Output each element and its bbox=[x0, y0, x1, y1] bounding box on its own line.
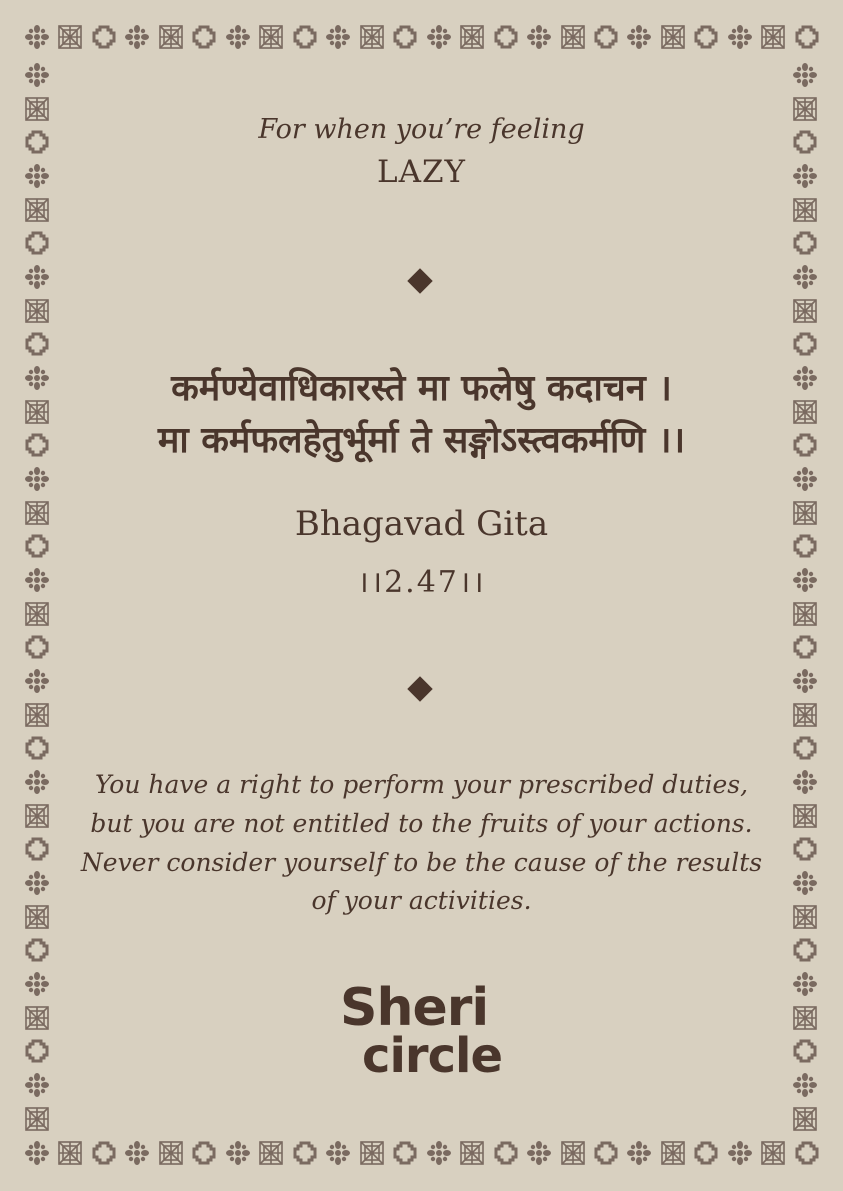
ring-ornament-icon bbox=[24, 634, 50, 660]
lattice-ornament-icon bbox=[792, 1106, 818, 1132]
ring-ornament-icon bbox=[792, 634, 818, 660]
ring-ornament-icon bbox=[792, 836, 818, 862]
translation-line: Never consider yourself to be the cause of the results bbox=[80, 848, 763, 877]
translation-line: You have a right to perform your prescribed duties, bbox=[94, 770, 749, 799]
flower-ornament-icon bbox=[24, 163, 50, 189]
flower-ornament-icon bbox=[792, 62, 818, 88]
ring-ornament-icon bbox=[792, 1038, 818, 1064]
ring-ornament-icon bbox=[24, 1038, 50, 1064]
flower-ornament-icon bbox=[24, 24, 50, 50]
lattice-ornament-icon bbox=[24, 96, 50, 122]
lattice-ornament-icon bbox=[24, 803, 50, 829]
ring-ornament-icon bbox=[24, 937, 50, 963]
lattice-ornament-icon bbox=[24, 1005, 50, 1031]
ring-ornament-icon bbox=[24, 735, 50, 761]
lattice-ornament-icon bbox=[24, 399, 50, 425]
lattice-ornament-icon bbox=[792, 96, 818, 122]
sanskrit-verse-line-2: मा कर्मफलहेतुर्भूर्मा ते सङ्गोऽस्त्वकर्मणि ।। bbox=[157, 420, 686, 461]
flower-ornament-icon bbox=[24, 769, 50, 795]
ring-ornament-icon bbox=[24, 432, 50, 458]
ring-ornament-icon bbox=[792, 331, 818, 357]
flower-ornament-icon bbox=[792, 163, 818, 189]
right-border bbox=[792, 62, 820, 1132]
flower-ornament-icon bbox=[24, 466, 50, 492]
sheri-circle-logo bbox=[310, 980, 530, 1090]
sanskrit-verse-line-1: कर्मण्येवाधिकारस्ते मा फलेषु कदाचन । bbox=[171, 368, 672, 409]
lattice-ornament-icon bbox=[792, 601, 818, 627]
lattice-ornament-icon bbox=[24, 702, 50, 728]
lattice-ornament-icon bbox=[792, 904, 818, 930]
flower-ornament-icon bbox=[792, 567, 818, 593]
ring-ornament-icon bbox=[24, 331, 50, 357]
flower-ornament-icon bbox=[792, 971, 818, 997]
ring-ornament-icon bbox=[792, 432, 818, 458]
lattice-ornament-icon bbox=[792, 803, 818, 829]
lattice-ornament-icon bbox=[792, 1005, 818, 1031]
flower-ornament-icon bbox=[24, 567, 50, 593]
lattice-ornament-icon bbox=[792, 500, 818, 526]
lattice-ornament-icon bbox=[24, 500, 50, 526]
ring-ornament-icon bbox=[24, 129, 50, 155]
flower-ornament-icon bbox=[792, 870, 818, 896]
ring-ornament-icon bbox=[792, 937, 818, 963]
flower-ornament-icon bbox=[792, 1072, 818, 1098]
mood-title: LAZY bbox=[377, 154, 466, 190]
verse-number: ।।2.47।। bbox=[357, 565, 486, 600]
lattice-ornament-icon bbox=[24, 904, 50, 930]
ring-ornament-icon bbox=[792, 129, 818, 155]
diamond-divider-icon bbox=[407, 676, 432, 701]
flower-ornament-icon bbox=[24, 870, 50, 896]
logo-word-sheri: Sheri bbox=[340, 978, 489, 1038]
ring-ornament-icon bbox=[24, 533, 50, 559]
flower-ornament-icon bbox=[24, 365, 50, 391]
ring-ornament-icon bbox=[24, 836, 50, 862]
flower-ornament-icon bbox=[792, 769, 818, 795]
ring-ornament-icon bbox=[794, 24, 820, 50]
flower-ornament-icon bbox=[24, 668, 50, 694]
lattice-ornament-icon bbox=[24, 1106, 50, 1132]
ring-ornament-icon bbox=[794, 1140, 820, 1166]
left-border bbox=[24, 62, 52, 1132]
ring-ornament-icon bbox=[24, 230, 50, 256]
subtitle: For when you’re feeling bbox=[258, 114, 585, 145]
source-title: Bhagavad Gita bbox=[294, 504, 549, 544]
flower-ornament-icon bbox=[792, 365, 818, 391]
flower-ornament-icon bbox=[24, 264, 50, 290]
ring-ornament-icon bbox=[792, 735, 818, 761]
lattice-ornament-icon bbox=[24, 601, 50, 627]
flower-ornament-icon bbox=[24, 1140, 50, 1166]
flower-ornament-icon bbox=[24, 62, 50, 88]
flower-ornament-icon bbox=[792, 668, 818, 694]
flower-ornament-icon bbox=[24, 971, 50, 997]
logo-word-circle: circle bbox=[362, 1028, 503, 1084]
lattice-ornament-icon bbox=[792, 298, 818, 324]
flower-ornament-icon bbox=[792, 466, 818, 492]
lattice-ornament-icon bbox=[792, 399, 818, 425]
flower-ornament-icon bbox=[24, 1072, 50, 1098]
translation-line: of your activities. bbox=[311, 886, 532, 915]
lattice-ornament-icon bbox=[792, 702, 818, 728]
ring-ornament-icon bbox=[792, 533, 818, 559]
diamond-divider-icon bbox=[407, 268, 432, 293]
lattice-ornament-icon bbox=[24, 298, 50, 324]
ring-ornament-icon bbox=[792, 230, 818, 256]
card-content bbox=[70, 0, 773, 1191]
translation-line: but you are not entitled to the fruits of your actions. bbox=[90, 809, 753, 838]
flower-ornament-icon bbox=[792, 264, 818, 290]
lattice-ornament-icon bbox=[792, 197, 818, 223]
lattice-ornament-icon bbox=[24, 197, 50, 223]
